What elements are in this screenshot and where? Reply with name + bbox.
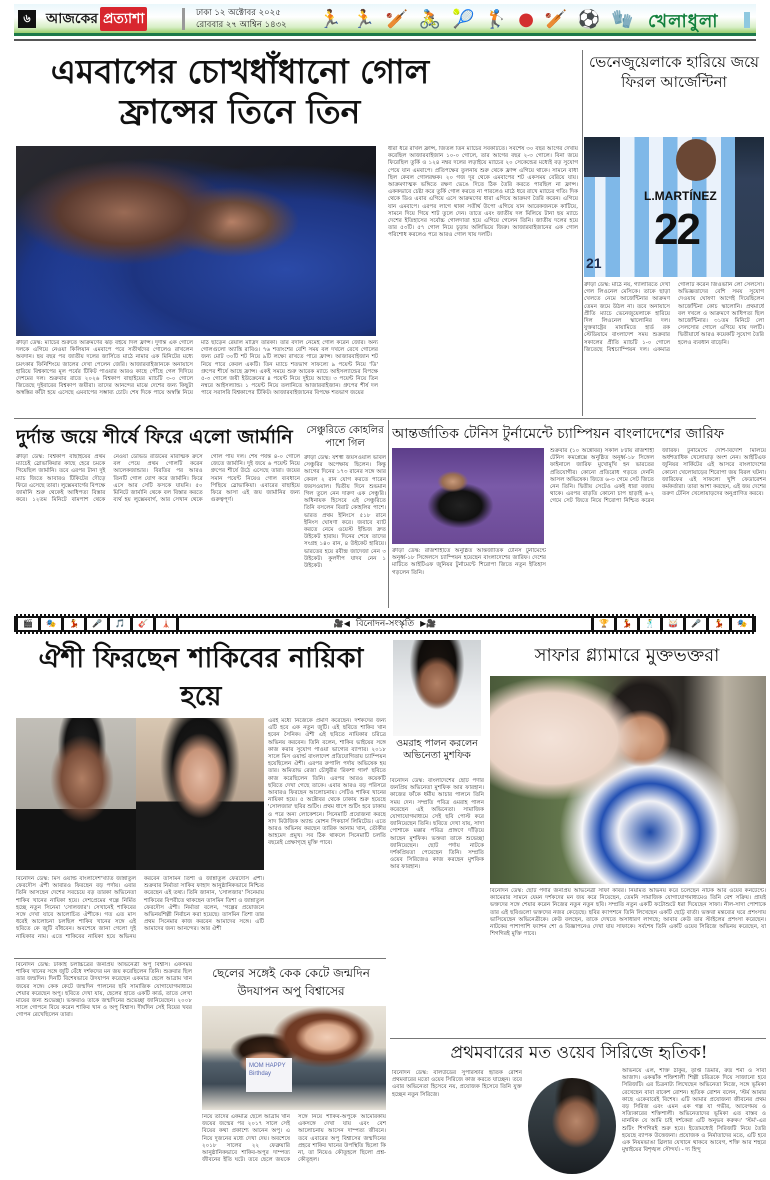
article-body-hrithik-right: অভিনয়ে এল, শক্তি ঠাকুর, তৃপ্তি ডিমরি, রুদ্র শর্মা ও সাবা আজাদ। একঝাঁক শক্তিশালী শিল্পী চরিত্রকে দিয়ে সাজানো হবে সিরিজটি। এর চিত্রনাট্য লিখেছেন অভিনেতা নিজে, সঙ্গে ভূমিকা রেখেছেন বাবা রাকেশ রোশন। হৃতিক রোশন বলেন, 'স্টর্ম আমার কাছে একেবারেই বিশেষ। এটি আমার প্রযোজনা জীবনের প্রথম বড় সিরিজ এবং এমন এক গল্প যা গভীর, আবেগময় ও সত্যিকারের শক্তিশালী। অভিনেতাদের ভূমিকা এত বাস্তব ও মানবিক যে আমি চাই দর্শকেরা এটি অনুভব করুক।' 'স্টর্ম'-এর শুটিং শিগগিরই শুরু হবে। ইতোমধ্যেই সিরিজটি নিয়ে তৈরি হয়েছে ব্যাপক উত্তেজনা। প্রযোজক ও নির্মাতাদের মতে, এটি হবে এক নিয়মভাঙা থ্রিলার যেখানে থাকবে আবেগ, শক্তি আর শহুরে মুম্বাইয়ের বিশৃঙ্খল সৌন্দর্য। - দ্য হিন্দু: [622, 1068, 766, 1154]
actor-icon: 🕺: [640, 618, 660, 630]
date-gregorian: ঢাকা ১২ অক্টোবর ২০২৫: [196, 8, 281, 18]
article-body-france-right: ধারা ধরে রাখল ফ্রান্স, জিতল তিন ম্যাচের সবকটিতে। সবশেষ ৩০ বছর আগের দেখায় করেছিল আজারবাইজান ১০-০ গোলে, তার আগের বছর ২-৩ গোলে। বিনা জয়ে ফিরেছিল তুর্কি ও ১২৪ নম্বর দলের লড়াইয়ে ম্যাচের ২০ সেকেন্ডের মধ্যেই বড় সুযোগ পেয়ে যান এমবাপে। প্রতিপক্ষের তুলনায় শুরু থেকে ফ্রান্স এগিয়ে থাকে। সামনে বাধা ছিল কেবল গোলরক্ষক। ২০ গজ দূর থেকে এমবাপের শট একসময় বেরিয়ে যায়। আক্রমণাত্মক ভঙ্গিতে রক্ষণ ভেঙে দিতে ঠিক তৈরি করতে পারছিল না ফ্রান্স। এককভাবে চেষ্টা করে তুর্কি গোল করতে না পারলেও মাঠে ধরে রাখে ম্যাচের গতি। দিক থেকে ডিও এবার এগিয়ে এসে আক্রমণের ধারা এগিয়ে আক্রমণ তৈরি করেন। এগিয়ে যান এমবাপে। এরপর লাগে থাকা সতীর্থ উপো এগিয়ে যান আরেকজনকে কাটিয়ে, সামনে দিয়ে গিয়ে শাট তুলে দেন। তাতে এবং জাতীয় দল মিলিয়ে টানা ছয় ম্যাচে দেশের ইতিহাসের সর্বোচ্চ গোলদাতা হয়ে এগিয়ে গেলেন তিনি। জাতীয় দলের হয়ে তার ৫৩টি। ৫৭ গোল নিয়ে চূড়ায় অলিভিয়ে জিরু। আজারবাইজানের এক গোল পরিশোধ করলেও পরে আরও গোল খায় দলটি।: [388, 146, 578, 239]
column-divider: [582, 50, 583, 416]
article-body-france: ক্রীড়া ডেস্ক: ম্যাচের শুরুতে আক্রমণের ঝড় বইয়ে দিল ফ্রান্স। দুর্দান্ত এক গোলে দলকে এগিয়ে নেওয়া কিলিয়ান এমবাপে পরে সতীর্থদের গোলেও রাখলেন অবদান। ছয় বছর পর জাতীয় দলের জার্সিতে মাঠে নামার এক মিনিটের মধ্যে চমৎকার ফিনিশিংয়ে জালের দেখা পেলেন জেরি। আজারবাইজানকে অনায়াসে হারিয়ে বিশ্বকাপের মূল পর্বের টিকিট পাওয়ার আরও কাছে পৌঁছে গেল দিদিয়ে দেশমের দল। শুক্রবার রাতে ২০২৬ বিশ্বকাপ বাছাইয়ের ম্যাচটি ৩-০ গোলে জিতেছে দুইবারের বিশ্বকাপ জয়ীরা। তাদের আনন্দের মাঝে দেশের জন্য কিছুটা অস্বস্তির কাঁটা হয়ে এসেছে এমবাপের সম্ভাব্য চোট। শেষ দিকে পায়ে অস্বস্তি নিয়ে মাঠ ছাড়েন রেয়াল মাদ্রিদ তারকা। তার বদলি নেমেই গোল করেন জেরি। অন্য গোলগুলো অ্যান্ত্রি রাবিও। ৭৬ শতাংশের বেশি সময় বল দখলে রেখে গোলের জন্য মোট ৩০টি শট নিয়ে ৯টি লক্ষ্যে রাখতে পারে ফ্রান্স। আজারবাইজান শট নিয়ে পারে কেবল একটি। তিন ম্যাচে শতভাগ সাফল্যে ৯ পয়েন্ট নিয়ে 'ডি' গ্রুপের শীর্ষে আছে ফ্রান্স। একই সময়ে শুরু আরেক ম্যাচে আইসল্যান্ডের বিপক্ষে ৫-৩ গোলে জয়ী ইউক্রেনের ৪ পয়েন্ট নিয়ে দুইয়ে আছে। ৩ পয়েন্ট নিয়ে তিন নম্বরে আইসল্যান্ড। ১ পয়েন্ট নিয়ে তলানিতে আজারবাইজান। গ্রুপের শীর্ষ দল পাবে সরাসরি বিশ্বকাপের টিকিট। আজারবাইজানের বিপক্ষে শতভাগ জয়ের: [16, 340, 378, 397]
runner-icon: 🏃: [319, 8, 342, 30]
golfer-icon: 🏌: [485, 8, 508, 30]
article-body-shakib: বিনোদন ডেস্ক: মিস ওয়ার্ল্ড বাংলাদেশ'খ্যাত জান্নাতুল ফেরদৌস ঐশী আবারও ফিরছেন বড় পর্দায়। এবার তিনি আসছেন দেশের সবচেয়ে বড় তারকা অভিনেতা শাকিব খানের নায়িকা হয়ে। দেশপ্রেমের গল্পে নির্মিত হচ্ছে নতুন সিনেমা 'সোলজার'। সেখানেই শাকিবের সঙ্গে দেখা যাবে আলোচিত ঐশীকে। গত এত মাস ধরেই আলোচনা চলছিল শাকিব খানের সঙ্গে এই ছবিতে কে জুটি বাঁধবেন। অবশেষে জানা গেলো দুই নায়িকার নাম। এতে শাকিবের নায়িকা হয়ে অভিনয় করবেন তাসমিন তিশা ও জান্নাতুল ফেরদৌস ঐশী। শুক্রবার নির্মাতা সাকিব ফাহাদ আনুষ্ঠানিকভাবে নিশ্চিত করেছেন এই তথ্য। তিনি জানান, 'সোলজার' সিনেমায় শাকিবের বিপরীতে থাকছেন তাসমিন তিশা ও জান্নাতুল ফেরদৌস ঐশী। নির্মাতা বলেন, 'গল্পের প্রয়োজনে অভিনয়শিল্পী নির্বাচন করা হয়েছে। তাসমিন তিশা তার প্রথম সিনেমার কাজ করবেন আমাদের সঙ্গে। এটি আমাদের জন্য আনন্দের। আর ঐশী: [16, 876, 264, 940]
photo-france-players: [16, 146, 376, 336]
newspaper-logo: [46, 8, 147, 30]
article-body-tennis: ক্রীড়া ডেস্ক: রাজশাহীতে অনুষ্ঠিত আন্তর্জাতিক টেনিস টুর্নামেন্টে অনূর্ধ্ব-১৮ সিঙ্গেলসে চ্যাম্পিয়ন হয়েছেন বাংলাদেশের জারিফ। দেশের মাটিতে আইটিএফ জুনিয়র টুর্নামেন্টে শিরোপা জিতে নতুন ইতিহাস গড়লেন তিনি।: [392, 548, 546, 576]
headline-kohli: সেঞ্চুরিতে কোহলির পাশে গিল: [306, 425, 384, 449]
date-bengali: রোববার ২৭ আশ্বিন ১৪৩২: [196, 20, 287, 30]
column-divider: [388, 420, 389, 608]
date-block: [196, 7, 287, 31]
photo-apu-biswas-son: [202, 1006, 386, 1110]
sports-icons-strip: [314, 5, 639, 33]
batsman-icon: 🏏: [385, 8, 409, 30]
entertainment-section-title: বিনোদন-সংস্কৃতি: [355, 619, 415, 629]
musician-icon: 🎵: [110, 618, 130, 630]
masthead-end-bar: [744, 12, 750, 28]
article-body-shakib-right: এরই মধ্যে নিজেকে প্রমাণ করেছেন। দর্শকদের জন্য এটি হবে এক নতুন জুটি। এই ছবিতে শাকিব খান হবেন সৈনিক। ঐশী এই ছবিতে নায়িকার চরিত্রে অভিনয় করবেন। তিনি বলেন, শাকিব ভাইয়ের সঙ্গে কাজ করার সুযোগ পাওয়া ভাগ্যের ব্যাপার। ২০১৮ সালে মিস ওয়ার্ল্ড বাংলাদেশ প্রতিযোগিতায় চ্যাম্পিয়ন হয়েছিলেন ঐশী। এরপর রুপালি পর্দায় অভিষেক হয় তার। অমিতাভ রেজা চৌধুরীর 'রিকশা গার্ল' ছবিতে কাজ করেছিলেন তিনি। এরপর আরও কয়েকটি ছবিতে দেখা গেছে তাকে। এবার আরও বড় পরিসরে আবারও ফিরছেন আলোচনায়। সেটিও শাকিব খানের নায়িকা হয়ে। ৫ অক্টোবর থেকে ঢাকায় শুরু হয়েছে 'সোলজার' ছবির শুটিং। প্রথম ধাপে শুটিং হবে ঢাকায় ও পরে অন্য লোকেশনে। সিনেমাটি প্রযোজনা করছে সাদ মিউজিক অ্যান্ড মোশন পিকচার্স লিমিটেড। এতে আরও অভিনয় করছেন তারিক আনাম খান, তৌকীর আহমেদ প্রমুখ। সব ঠিক থাকলে সিনেমাটি চলতি বছরেই প্রেক্ষাগৃহে মুক্তি পাবে।: [268, 718, 386, 847]
player-head: [676, 139, 716, 181]
section-divider: [14, 418, 756, 419]
article-body-hrithik-left: বিনোদন ডেস্ক: বলিউডের সুপারস্টার হৃতিক রোশন প্রথমবারের মতো ওয়েব সিরিজে কাজ করতে যাচ্ছেন। তবে এবার অভিনেতা হিসেবে নয়, প্রযোজক হিসেবে তিনি যুক্ত হচ্ছেন নতুন সিরিজে।: [392, 1070, 522, 1098]
masthead: [14, 4, 756, 36]
section-divider: [14, 958, 386, 959]
photo-shakib-khan: [16, 718, 136, 870]
photo-oishee: [136, 718, 264, 870]
tennis-player-icon: 🎾: [451, 8, 475, 30]
dancer-icon: 💃: [64, 618, 84, 630]
shirt-name: L.MARTÍNEZ: [644, 189, 717, 203]
teammate-shirt-number: 21: [586, 255, 602, 271]
article-body-argentina: ক্রীড়া ডেস্ক: মাঠে নয়, গ্যালারিতে দেখা গেল লিওনেল মেসিকে। তাকে ছাড়া খেলতে নেমে আর্জেন্টিনার আক্রমণ তেমন জমে উঠল না। তবে অনায়াসে প্রীতি ম্যাচে ভেনেজুয়েলাকে হারিয়ে দিল লিওনেল স্কালোনির দল। যুক্তরাষ্ট্রের মায়ামিতে হার্ড রক স্টেডিয়ামে বাংলাদেশ সময় শুক্রবার সকালের প্রীতি ম্যাচটি ১-০ গোলে জিতেছে বিশ্বচ্যাম্পিয়ন দল। একমাত্র গোলটি করেন জিওভানি লো সেলসো। অভিজ্ঞতাদের বেশি সময় সুযোগ দেওয়ায় ঘোষণা আগেই দিয়েছিলেন আর্জেন্টিনা কোচ স্কালোনি। প্রথমার্ধে বল দখলে ও আক্রমণে আধিপত্য ছিল আর্জেন্টিনার। ৩১তম মিনিটে লো সেলসোর গোলে এগিয়ে যায় দলটি। দ্বিতীয়ার্ধে আরও কয়েকটি সুযোগ তৈরি হলেও ব্যবধান বাড়েনি।: [584, 282, 764, 353]
performer-icon: 🎭: [732, 618, 752, 630]
headline-hrithik: প্রথমবারের মত ওয়েব সিরিজে হৃতিক!: [450, 1043, 708, 1063]
masthead-divider: [182, 8, 185, 30]
photo-hrithik-roshan: [528, 1078, 616, 1174]
headline-tennis: আন্তর্জাতিক টেনিস টুর্নামেন্টে চ্যাম্পিয়ন বাংলাদেশের জারিফ: [392, 426, 725, 442]
headline-musfiq: ওমরাহ পালন করলেন অভিনেতা মুশফিক: [396, 738, 478, 761]
article-body-apu-left: বিনোদন ডেস্ক: ঢাকাই চলচ্চিত্রের জনপ্রিয় অভিনেত্রী অপু বিশ্বাস। একসময় শাকিব খানের সঙ্গে জুটি বেঁধে দর্শকদের মন জয় করেছিলেন তিনি। শুক্রবার ছিল তার জন্মদিন। দিনটি বিশেষভাবে উদযাপন করেছেন একমাত্র ছেলে আব্রাম খান জয়ের সঙ্গে। কেক কেটে জন্মদিন পালনের ছবি সামাজিক যোগাযোগমাধ্যমে শেয়ার করেছেন অপু। ছবিতে দেখা যায়, ছেলের হাতে একটি কার্ড, তাতে লেখা মায়ের জন্য শুভেচ্ছা। ভক্তরাও তাকে জন্মদিনের শুভেচ্ছা জানিয়েছেন। ২০০৮ সালে গোপনে বিয়ে করেন শাকিব খান ও অপু বিশ্বাস। দীর্ঘদিন সেই বিয়ের খবর গোপন রেখেছিলেন তারা।: [16, 962, 192, 1019]
headline-shakib: ঐশী ফিরছেন শাকিবের নায়িকা হয়ে: [38, 643, 364, 712]
jogger-icon: 🏃: [352, 8, 375, 30]
paper-brand: প্রত্যাশা: [100, 7, 147, 31]
goalkeeper-icon: 🧤: [611, 8, 634, 30]
bowler-icon: 🏏: [544, 8, 568, 30]
birthday-card: MOM HAPPY Birthday: [246, 1058, 292, 1092]
photo-musfiq: [393, 640, 481, 736]
cricket-ball-icon: ●: [518, 8, 535, 30]
dancer-icon: 💃: [617, 618, 637, 630]
headline-france: এমবাপের চোখধাঁধানো গোল ফ্রান্সের তিনে তিন: [50, 52, 430, 131]
article-body-apu: নিয়ে তাদের একমাত্র ছেলে আব্রাম খান জয়ের জন্মের পর ২০১৭ সালে সেই বিয়ের কথা প্রকাশ্যে আনেন অপু। এ নিয়ে দুজনের মধ্যে দেখা দেয়। অবশেষে ২০১৮ সালের ২২ ফেব্রুয়ারি আনুষ্ঠানিকভাবে শাকিব-অপুর দাম্পত্য জীবনের ইতি ঘটে। তবে ছেলে জয়কে সঙ্গে নিয়ে শাকিব-অপুকে আমেরিকায় একসঙ্গে দেখা যায় এবং বেশ আলোচনায় আসেন দাম্পত্য জীবনে। তবে এবারের অপু বিশ্বাসের জন্মদিনের প্রহরে শাকিব খানের উপস্থিতি ছিলো কি না, তা নিয়েও কৌতূহলে ছিলো প্রশ্ন-কৌতূহল।: [202, 1114, 386, 1164]
guitarist-icon: 🎸: [133, 618, 153, 630]
clapperboard-icon: 🎬: [18, 618, 38, 630]
award-icon: 🏆: [594, 618, 614, 630]
footballer-icon: ⚽: [577, 8, 601, 30]
headline-apu: ছেলের সঙ্গেই কেক কেটে জন্মদিন উদযাপন অপু বিশ্বাসের: [212, 966, 370, 998]
film-camera-icon: ▶🎥: [420, 619, 437, 628]
shirt-number: 22: [654, 205, 699, 254]
page-number: ৬: [18, 10, 36, 28]
cyclist-icon: 🚴: [418, 8, 442, 30]
article-body-tennis-right: শুক্রবার (১০ অক্টোবর) সকাল ৮টায় রাজশাহী টেনিস কমপ্লেক্সে অনুষ্ঠিত অনূর্ধ্ব-১৮ সিঙ্গেল ফাইনালে জারিফ মুখোমুখি হন ভারতের প্রতিযোগীর। কোনো প্রতিরোধ গড়তে দেননি আসল অভিষেক। জিতে ৬-৩ গেমে সেট জিতে নেন তিনি। দ্বিতীয় সেটেও একই ধারা বজায় থাকে। এরপর বাড়তি কোনো চাপ ছাড়াই ৬-২ গেমে সেট জিতে নিয়ে শিরোপা নিশ্চিত করেন জারিফ। টুর্নামেন্টে দেশি-বিদেশি মিলিয়ে অর্ধশতাধিক খেলোয়াড় অংশ নেন। আইটিএফ জুনিয়র সার্কিটের এই আসরে বাংলাদেশের কোনো খেলোয়াড়ের শিরোপা জয় বিরল ঘটনা। জারিফের এই সাফল্যে খুশি ফেডারেশন কর্মকর্তারা। তারা আশা করছেন, এই জয় দেশের তরুণ টেনিস খেলোয়াড়দের অনুপ্রাণিত করবে।: [550, 448, 766, 505]
drummer-icon: 🥁: [663, 618, 683, 630]
photo-tennis-player: [392, 448, 544, 544]
theater-masks-icon: 🎭: [41, 618, 61, 630]
headline-safa: সাফার গ্ল্যামারে মুক্তভক্তরা: [534, 645, 720, 666]
film-camera-icon: 🎥◀: [333, 619, 350, 628]
article-body-germany: ক্রীড়া ডেস্ক: বিশ্বকাপ বাছাইয়ের প্রথম ম্যাচেই স্লোভাকিয়ার কাছে হেরে চমকে গিয়েছিল জার্মানি। তবে এরপর টানা দুই ম্যাচ জিতে আবারও টিকিটের দৌড়ে ফিরে এসেছে তারা। লুক্সেমবার্গের বিপক্ষে জার্মানি শুরু থেকেই আধিপত্য বিস্তার করে। ১২তম মিনিটে বামপাশ থেকে নেওয়া ডেভিড রাউমের মারাত্মক ক্রসে বল পেয়ে প্রথম গোলটি করেন আলেকজান্ডার। বিরতির পর আরও তিনটি গোল যোগ করে জার্মানি। ফিরে এসে আর সেটি ফসকে যায়নি। ৫০ মিনিটে জার্মানি থেকে বল বিস্তার করতে ব্যর্থ হয় লুক্সেমবার্গ, আর সেখান থেকে গোল পায় দল। শেষ পর্যন্ত ৪-০ গোলে জেতে জার্মানি। দুই জয়ে ৬ পয়েন্ট নিয়ে গ্রুপের শীর্ষে উঠে এসেছে তারা। জয়ের সমান পয়েন্ট নিয়েও গোল ব্যবধানে পিছিয়ে স্লোভাকিয়া। এবারের বাছাইয়ে ফিরে আসা এই জয় জার্মানির জন্য গুরুত্বপূর্ণ।: [16, 454, 300, 504]
dancer-icon: 💃: [709, 618, 729, 630]
article-body-safa: বিনোদন ডেস্ক: ছোট পর্দার জনপ্রিয় অভিনেত্রী সাফা কবির। নিয়মিত অভিনয় করে চলেছেন নাটক আর ওয়েব কনটেন্টে। ক্যামেরার সামনে যেমন দর্শকদের মন জয় করে নিয়েছেন, তেমনি সামাজিক যোগাযোগমাধ্যমেও তিনি বেশ সক্রিয়। প্রায়ই ভক্তদের সঙ্গে শেয়ার করেন নিজের নতুন নতুন ছবি। সম্প্রতি নতুন একটি ফটোশুটে ধরা দিয়েছেন সাফা। নীল-সাদা পোশাকে তার এই ছবিগুলো ভক্তদের নজর কেড়েছে। ছবির ক্যাপশনে তিনি লিখেছেন একটি ছোট্ট বার্তা। ভক্তরা মন্তব্যের ঘরে প্রশংসায় ভাসিয়েছেন অভিনেত্রীকে। কেউ বলছেন, তাকে দেখতে অসাধারণ লাগছে; আবার কেউ তার স্টাইলের প্রশংসা করেছেন। নাটকের পাশাপাশি ফ্যাশন শো ও বিজ্ঞাপনেও দেখা যায় সাফাকে। সর্বশেষ তিনি একটি ওয়েব সিরিজে অভিনয় করেছেন, যা শিগগিরই মুক্তি পাবে।: [490, 888, 766, 938]
section-title: খেলাধুলা: [648, 11, 719, 32]
article-body-kohli: ক্রীড়া ডেস্ক: যশস্বী জয়সওয়াল ভাবল সেঞ্চুরির অপেক্ষায় ছিলেন। কিন্তু আগের দিনের ১৭৩ রানের সঙ্গে আর কেবল ২ রান যোগ করতে পারেন জয়সওয়াল। দ্বিতীয় দিনে শুভমান গিল তুলে নেন দারুণ এক সেঞ্চুরি। অধিনায়ক হিসেবে এই সেঞ্চুরিতে তিনি বসলেন বিরাট কোহলির পাশে। ভারত প্রথম ইনিংসে ৫১৮ রানে ইনিংস ঘোষণা করে। জবাবে ব্যাট করতে নেমে ওয়েস্ট ইন্ডিজ দ্রুত উইকেট হারায়। দিনের শেষে তাদের সংগ্রহ ১৪০ রান, ৪ উইকেট হারিয়ে। ভারতের হয়ে রবীন্দ্র জাদেজা নেন ৩ উইকেট। কুলদীপ যাদব নেন ১ উইকেট।: [304, 455, 386, 570]
tower-icon: 🗼: [156, 618, 176, 630]
photo-argentina-player: [584, 137, 764, 277]
section-divider: [390, 1038, 766, 1039]
singer-icon: 🎤: [686, 618, 706, 630]
masthead-rule: [14, 39, 756, 41]
entertainment-section-banner: [14, 614, 756, 634]
filmstrip-label-frame: [179, 618, 591, 630]
headline-argentina: ভেনেজুয়েলাকে হারিয়ে জয়ে ফিরল আর্জেন্টিনা: [588, 53, 760, 91]
article-body-musfiq: বিনোদন ডেস্ক: বাংলাদেশের ছোট পর্দার জনপ্রিয় অভিনেতা মুশফিক আর ফারহান। কাজের ফাঁকে ধর্মীয় আচার পালনে তিনি সময় দেন। সম্প্রতি পবিত্র ওমরাহ পালন করেছেন এই অভিনেতা। সামাজিক যোগাযোগমাধ্যমে সেই ছবি পোস্ট করে জানিয়েছেন তিনি। ছবিতে দেখা যায়, সাদা পোশাকে মক্কার পবিত্র প্রাঙ্গণে দাঁড়িয়ে আছেন মুশফিক। ভক্তরা তাকে শুভেচ্ছা জানিয়েছেন। ছোট পর্দায় নাটকে দর্শকপ্রিয়তা পেয়েছেন তিনি। সম্প্রতি ওয়েব সিরিজেও কাজ করছেন মুশফিক আর ফারহান।: [390, 778, 484, 871]
photo-safa-kabir: [490, 676, 766, 884]
headline-germany: দুর্দান্ত জয়ে শীর্ষে ফিরে এলো জার্মানি: [16, 426, 293, 448]
paper-prefix: আজকের: [46, 11, 98, 27]
singer-icon: 🎤: [87, 618, 107, 630]
